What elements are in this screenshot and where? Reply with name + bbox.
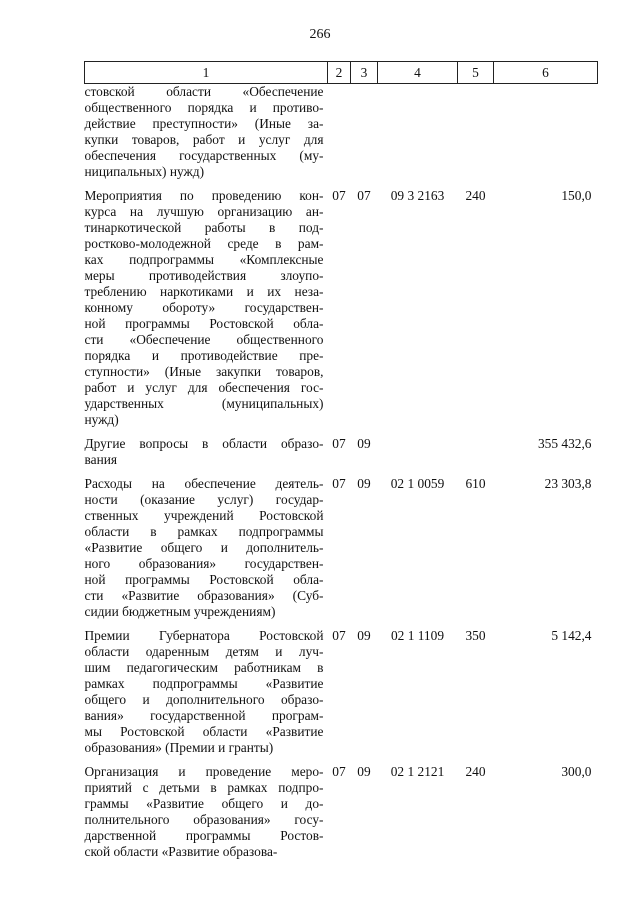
description-line: ной программы Ростовской обла- <box>84 316 324 331</box>
description-line: Мероприятия по проведению кон- <box>84 188 324 203</box>
row-description <box>85 84 328 181</box>
description-line: шим педагогическим работникам в <box>84 660 324 675</box>
row-description <box>85 628 328 756</box>
row-spacer-cell <box>85 428 598 436</box>
description-line: ударственных (муниципальных) <box>84 396 324 411</box>
description-line: полнительного образования» госу- <box>84 812 324 827</box>
row-spacer <box>85 620 598 628</box>
subsection-code <box>351 84 378 181</box>
row-spacer-cell <box>85 756 598 764</box>
description-line: ного образования» государствен- <box>84 556 324 571</box>
table-body <box>85 84 598 861</box>
expense-type-code <box>458 436 494 468</box>
amount: 23 303,8 <box>544 476 592 491</box>
description-line: мы Ростовской области «Развитие <box>84 724 324 739</box>
description-line: ности (оказание услуг) государ- <box>84 492 324 507</box>
description-line: вания <box>84 452 118 467</box>
subsection-code: 09 <box>357 628 371 643</box>
description-line: ниципальных) нужд) <box>84 164 205 179</box>
description-line: обеспечения государственных (му- <box>84 148 324 163</box>
table-row <box>85 476 598 620</box>
table-row <box>85 628 598 756</box>
header-col-6: 6 <box>494 62 598 84</box>
description-line: сти «Развитие образования» (Суб- <box>84 588 324 603</box>
description-line: стовской области «Обеспечение <box>84 84 324 99</box>
table-header-row <box>85 62 598 84</box>
description-line: Организация и проведение меро- <box>84 764 324 779</box>
row-description <box>85 764 328 860</box>
row-spacer <box>85 428 598 436</box>
header-col-2: 2 <box>328 62 351 84</box>
row-description <box>85 476 328 620</box>
page-number: 266 <box>309 27 331 42</box>
description-line: общественного порядка и противо- <box>84 100 324 115</box>
row-spacer <box>85 468 598 476</box>
section-code: 07 <box>332 188 346 203</box>
description-line: сти «Обеспечение общественного <box>84 332 324 347</box>
description-line: вания» государственной програм- <box>84 708 324 723</box>
target-article-code: 02 1 2121 <box>390 764 445 779</box>
expense-type-code: 240 <box>465 764 486 779</box>
description-line: меры противодействия злоупо- <box>84 268 324 283</box>
table-row <box>85 764 598 860</box>
row-spacer-cell <box>85 620 598 628</box>
target-article-code: 02 1 1109 <box>390 628 445 643</box>
section-code <box>328 84 351 181</box>
amount: 355 432,6 <box>537 436 592 451</box>
description-line: ступности» (Иные закупки товаров, <box>84 364 324 379</box>
description-line: конному обороту» государствен- <box>84 300 324 315</box>
expense-type-code <box>458 84 494 181</box>
description-line: треблению наркотиками и их неза- <box>84 284 324 299</box>
description-line: Премии Губернатора Ростовской <box>84 628 324 643</box>
description-line: купки товаров, работ и услуг для <box>84 132 324 147</box>
description-line: нужд) <box>84 412 119 427</box>
section-code: 07 <box>332 476 346 491</box>
description-line: «Развитие общего и дополнитель- <box>84 540 324 555</box>
description-line: образования» (Премии и гранты) <box>84 740 274 755</box>
description-line: рамках подпрограммы «Развитие <box>84 676 324 691</box>
description-line: порядка и противодействие пре- <box>84 348 324 363</box>
amount: 300,0 <box>561 764 592 779</box>
subsection-code: 07 <box>357 188 371 203</box>
description-line: работ и услуг для обеспечения гос- <box>84 380 324 395</box>
section-code: 07 <box>332 436 346 451</box>
section-code: 07 <box>332 628 346 643</box>
description-line: действие преступности» (Иные за- <box>84 116 324 131</box>
description-line: граммы «Развитие общего и до- <box>84 796 324 811</box>
subsection-code: 09 <box>357 476 371 491</box>
header-col-4: 4 <box>378 62 458 84</box>
amount <box>494 84 598 181</box>
table-row <box>85 84 598 181</box>
row-spacer-cell <box>85 180 598 188</box>
section-code: 07 <box>332 764 346 779</box>
description-line: ростково-молодежной среде в рам- <box>84 236 324 251</box>
row-spacer <box>85 756 598 764</box>
table-row <box>85 188 598 428</box>
description-line: общего и дополнительного образо- <box>84 692 324 707</box>
expense-type-code: 610 <box>465 476 486 491</box>
header-col-5: 5 <box>458 62 494 84</box>
expense-type-code: 350 <box>465 628 486 643</box>
description-line: области одаренным детям и луч- <box>84 644 324 659</box>
description-line: сидии бюджетным учреждениям) <box>84 604 276 619</box>
row-spacer <box>85 180 598 188</box>
target-article-code: 02 1 0059 <box>390 476 445 491</box>
description-line: ственных учреждений Ростовской <box>84 508 324 523</box>
description-line: ской области «Развитие образова- <box>84 844 278 859</box>
description-line: приятий с детьми в рамках подпро- <box>84 780 324 795</box>
description-line: ках подпрограммы «Комплексные <box>84 252 324 267</box>
target-article-code <box>378 84 458 181</box>
subsection-code: 09 <box>357 436 371 451</box>
amount: 5 142,4 <box>551 628 592 643</box>
description-line: области в рамках подпрограммы <box>84 524 324 539</box>
amount: 150,0 <box>561 188 592 203</box>
description-line: курса на лучшую организацию ан- <box>84 204 324 219</box>
description-line: Расходы на обеспечение деятель- <box>84 476 324 491</box>
description-line: ной программы Ростовской обла- <box>84 572 324 587</box>
row-description <box>85 188 328 428</box>
budget-table <box>84 61 598 860</box>
header-col-1: 1 <box>85 62 328 84</box>
target-article-code <box>378 436 458 468</box>
row-description <box>85 436 328 468</box>
target-article-code: 09 3 2163 <box>390 188 445 203</box>
description-line: тинаркотической работы в под- <box>84 220 324 235</box>
expense-type-code: 240 <box>465 188 486 203</box>
subsection-code: 09 <box>357 764 371 779</box>
table-row <box>85 436 598 468</box>
description-line: Другие вопросы в области образо- <box>84 436 324 451</box>
header-col-3: 3 <box>351 62 378 84</box>
row-spacer-cell <box>85 468 598 476</box>
description-line: дарственной программы Ростов- <box>84 828 324 843</box>
